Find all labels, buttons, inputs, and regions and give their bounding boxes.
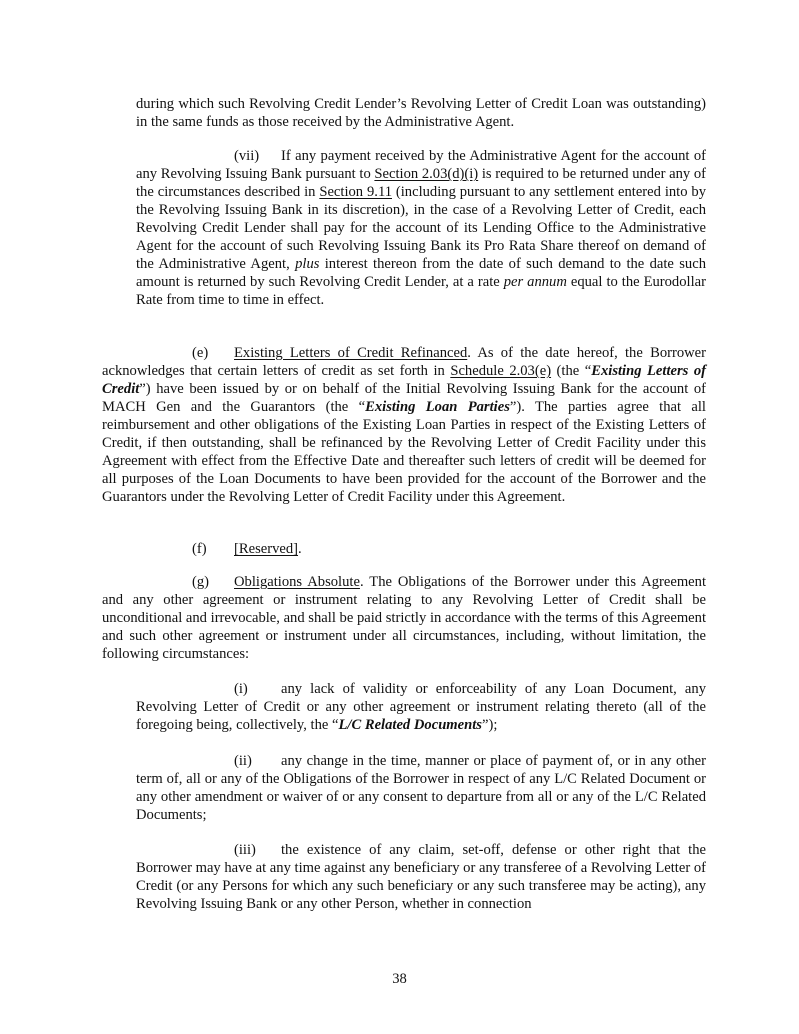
- clause-g-iii-text: the existence of any claim, set-off, defense or other right that the Borrower may have at any time against any beneficiary or any transferee of a Revolving Letter of Credit (or any Persons for which any such beneficiary or any such transferee may be acting), any Revolving Issuing Bank or any other Person, whether in connection: [136, 842, 706, 912]
- clause-f: [102, 540, 706, 558]
- clause-g-heading: Obligations Absolute: [234, 574, 360, 590]
- section-9-11-reference: Section 9.11: [319, 184, 392, 200]
- lc-related-documents-term: L/C Related Documents: [338, 717, 482, 733]
- continuation-paragraph: [136, 95, 706, 131]
- plus-term: plus: [295, 256, 320, 272]
- clause-g-i: [136, 680, 706, 734]
- per-annum-term: per annum: [503, 274, 567, 290]
- clause-f-tail: .: [298, 541, 302, 557]
- clause-e-text-d: ”). The parties agree that all reimbursement and other obligations of the Existing Loan Parties in respect of the Existing Letters of Credit, if then outstanding, shall be refinanced by the Revolving Letter of Credit Facility under this Agreement with effect from the Effective Date and thereafter such letters of credit will be deemed for all purposes of the Loan Documents to have been provided for the account of the Borrower and the Guarantors under the Revolving Letter of Credit Facility under this Agreement.: [102, 399, 706, 505]
- clause-g-ii: [136, 752, 706, 824]
- clause-f-label: (f): [192, 541, 207, 557]
- clause-g-i-text-b: ”);: [482, 717, 498, 733]
- clause-g: [102, 573, 706, 663]
- clause-g-i-text-a: any lack of validity or enforceability of any Loan Document, any Revolving Letter of Credit or any other agreement or instrument relating thereto (all of the foregoing being, collectively, the “: [136, 681, 706, 733]
- clause-vii-label: (vii): [234, 148, 260, 164]
- clause-g-text: . The Obligations of the Borrower under this Agreement and any other agreement or instrument relating to any Revolving Letter of Credit shall be unconditional and irrevocable, and shall be paid strictly in accordance with the terms of this Agreement and such other agreement or instrument under all circumstances, including, without limitation, the following circumstances:: [102, 574, 706, 662]
- clause-e: [102, 344, 706, 506]
- section-2-03-d-i-reference: Section 2.03(d)(i): [374, 166, 479, 182]
- page-number: 38: [392, 971, 407, 987]
- clause-e-text-a: . As of the date hereof, the Borrower acknowledges that certain letters of credit as set forth in: [102, 345, 707, 379]
- clause-g-i-label: (i): [234, 681, 248, 697]
- clause-vii-text-c: (including pursuant to any settlement entered into by the Revolving Issuing Bank in its discretion), in the case of a Revolving Letter of Credit, each Revolving Credit Lender shall pay for the account of its Lending Office to the Administrative Agent for the account of such Revolving Issuing Bank its Pro Rata Share thereof on demand of the Administrative Agent,: [136, 184, 707, 272]
- clause-e-text-c: ”) have been issued by or on behalf of the Initial Revolving Issuing Bank for the account of MACH Gen and the Guarantors (the “: [102, 381, 706, 415]
- clause-e-text-b: (the “: [551, 363, 592, 379]
- clause-g-iii: [136, 841, 706, 913]
- clause-e-label: (e): [192, 345, 209, 361]
- clause-vii-text-d: interest thereon from the date of such demand to the date such amount is returned by such Revolving Credit Lender, at a rate: [136, 256, 706, 290]
- clause-vii-text-b: is required to be returned under any of the circumstances described in: [136, 166, 706, 200]
- existing-loan-parties-term: Existing Loan Parties: [365, 399, 510, 415]
- clause-vii-text-e: equal to the Eurodollar Rate from time to time in effect.: [136, 274, 706, 308]
- schedule-2-03-e-reference: Schedule 2.03(e): [450, 363, 552, 379]
- existing-letters-of-credit-term: Existing Letters of Credit: [102, 363, 707, 397]
- continuation-text: during which such Revolving Credit Lender’s Revolving Letter of Credit Loan was outstanding) in the same funds as those received by the Administrative Agent.: [136, 96, 706, 130]
- clause-g-ii-label: (ii): [234, 753, 252, 769]
- clause-vii-text-a: If any payment received by the Administrative Agent for the account of any Revolving Issuing Bank pursuant to: [136, 148, 706, 182]
- clause-e-heading: Existing Letters of Credit Refinanced: [234, 345, 468, 361]
- clause-g-label: (g): [192, 574, 210, 590]
- clause-g-ii-text: any change in the time, manner or place of payment of, or in any other term of, all or any of the Obligations of the Borrower in respect of any L/C Related Document or any other amendment or waiver of or any consent to departure from all or any of the L/C Related Documents;: [136, 753, 706, 823]
- clause-g-iii-label: (iii): [234, 842, 256, 858]
- clause-f-heading: [Reserved]: [234, 541, 299, 557]
- clause-vii: [136, 147, 706, 309]
